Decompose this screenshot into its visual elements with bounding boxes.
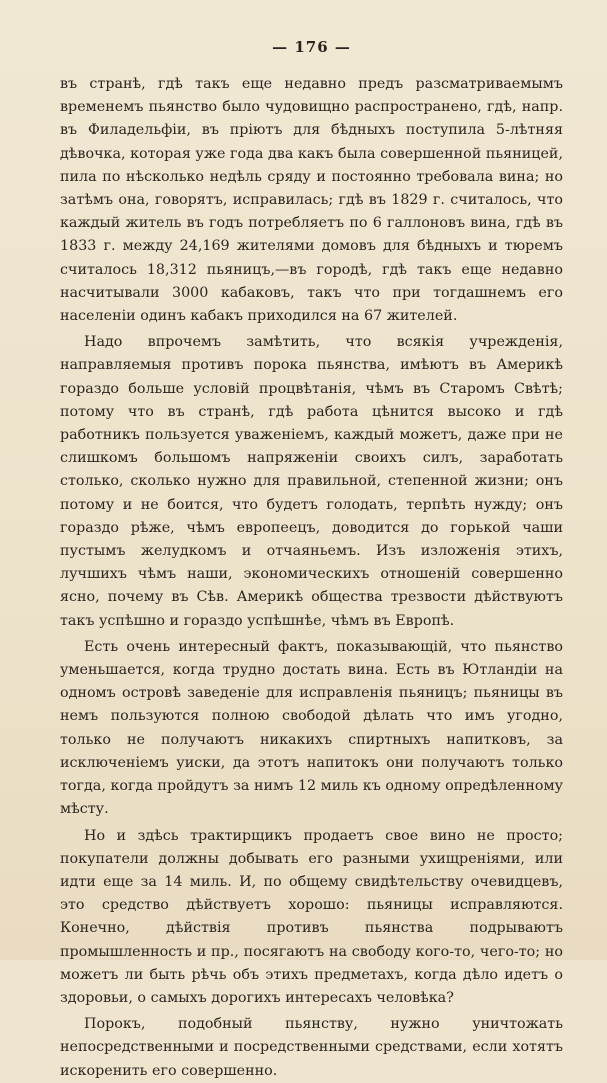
paragraph-2: Надо впрочемъ замѣтить, что всякія учрежденія, направляемыя противъ порока пьянства, имѣютъ въ Америкѣ гораздо больше условій процвѣтанія, чѣмъ въ Старомъ Свѣтѣ; потому что въ странѣ, гдѣ работа цѣнится высоко и гдѣ работникъ пользуется уваженіемъ, каждый можетъ, даже при не слишкомъ большомъ напряженіи своихъ силъ, заработать столько, сколько нужно для правильной, степенной жизни; онъ потому и не боится, что будетъ голодать, терпѣть нужду; онъ гораздо рѣже, чѣмъ европеецъ, доводится до горькой чаши пустымъ желудкомъ и отчаяньемъ. Изъ изложенія этихъ, лучшихъ чѣмъ наши, экономическихъ отношеній совершенно ясно, почему въ Сѣв. Америкѣ общества трезвости дѣйствуютъ такъ успѣшно и гораздо успѣшнѣе, чѣмъ въ Европѣ. bbox=[60, 334, 563, 629]
paragraph-5: Порокъ, подобный пьянству, нужно уничтожать непосредственными и посредственными средствами, если хотятъ искоренить его совершенно. bbox=[60, 1016, 563, 1079]
page-number: — 176 — bbox=[272, 38, 351, 56]
paragraph-3: Есть очень интересный фактъ, показывающій, что пьянство уменьшается, когда трудно достать вина. Есть въ Ютландіи на одномъ островѣ заведеніе для исправленія пьяницъ; пьяницы въ немъ пользуются полною свободой дѣлать что имъ угодно, только не получаютъ никакихъ спиртныхъ напитковъ, за исключеніемъ уиски, да этотъ напитокъ они получаютъ только тогда, когда пройдутъ за нимъ 12 миль къ одному опредѣленному мѣсту. bbox=[60, 638, 563, 818]
paragraph-1: въ странѣ, гдѣ такъ еще недавно предъ разсматриваемымъ временемъ пьянство было чудовищно распространено, гдѣ, напр. въ Филадельфіи, въ пріютъ для бѣдныхъ поступила 5-лѣтняя дѣвочка, которая уже года два какъ была совершенной пьяницей, пила по нѣсколько недѣль сряду и постоянно требовала вина; но затѣмъ она, говорятъ, исправилась; гдѣ въ 1829 г. считалось, что каждый житель въ годъ потребляетъ по 6 галлоновъ вина, гдѣ въ 1833 г. между 24,169 жителями домовъ для бѣдныхъ и тюремъ считалось 18,312 пьяницъ,—въ городѣ, гдѣ такъ еще недавно насчитывали 3000 кабаковъ, такъ что при тогдашнемъ его населеніи одинъ кабакъ приходился на 67 жителей. bbox=[60, 76, 563, 325]
paragraph-4: Но и здѣсь трактирщикъ продаетъ свое вино не просто; покупатели должны добывать его разными ухищреніями, или идти еще за 14 миль. И, по общему свидѣтельству очевидцевъ, это средство дѣйствуетъ хорошо: пьяницы исправляются. Конечно, дѣйствія противъ пьянства подрываютъ промышленность и пр., посягаютъ на свободу кого-то, чего-то; но можетъ ли быть рѣчь объ этихъ предметахъ, когда дѣло идетъ о здоровьи, о самыхъ дорогихъ интересахъ человѣка? bbox=[60, 827, 563, 1006]
